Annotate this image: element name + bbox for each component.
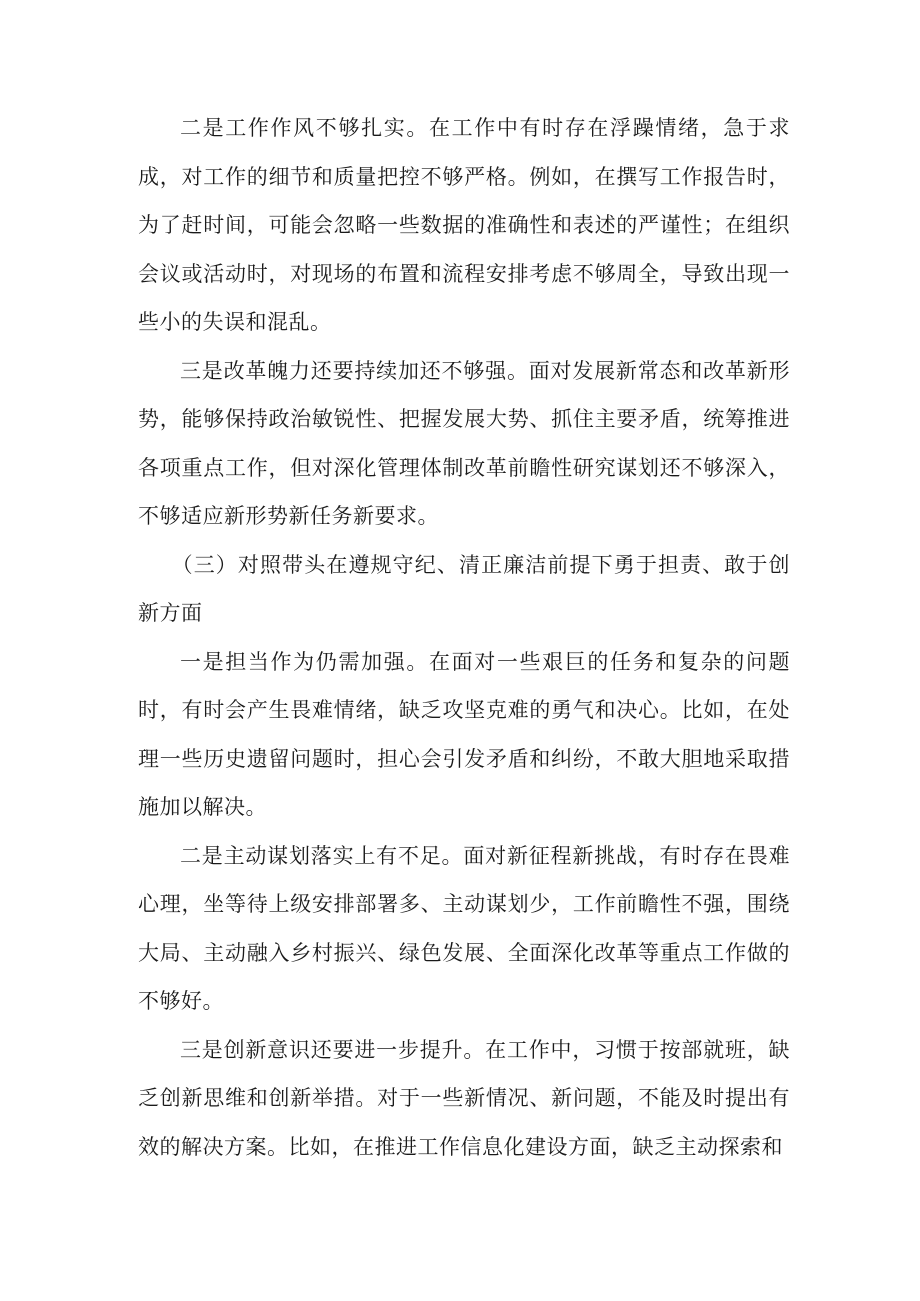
- paragraph-work-style: 二是工作作风不够扎实。在工作中有时存在浮躁情绪，急于求成，对工作的细节和质量把控不够严格。例如，在撰写工作报告时，为了赶时间，可能会忽略一些数据的准确性和表述的严谨性；在组织会议或活动时，对现场的布置和流程安排考虑不够周全，导致出现一些小的失误和混乱。: [138, 116, 790, 334]
- paragraph-planning: 二是主动谋划落实上有不足。面对新征程新挑战，有时存在畏难心理，坐等待上级安排部署多、主动谋划少，工作前瞻性不强，围绕大局、主动融入乡村振兴、绿色发展、全面深化改革等重点工作做的不够好。: [138, 843, 790, 1013]
- paragraph-innovation: 三是创新意识还要进一步提升。在工作中，习惯于按部就班，缺乏创新思维和创新举措。对于一些新情况、新问题，不能及时提出有效的解决方案。比如，在推进工作信息化建设方面，缺乏主动探索和: [138, 1037, 790, 1159]
- paragraph-reform-courage: 三是改革魄力还要持续加还不够强。面对发展新常态和改革新形势，能够保持政治敏锐性、把握发展大势、抓住主要矛盾，统筹推进各项重点工作，但对深化管理体制改革前瞻性研究谋划还不够深入，不够适应新形势新任务新要求。: [138, 358, 790, 528]
- paragraph-responsibility: 一是担当作为仍需加强。在面对一些艰巨的任务和复杂的问题时，有时会产生畏难情绪，缺乏攻坚克难的勇气和决心。比如，在处理一些历史遗留问题时，担心会引发矛盾和纠纷，不敢大胆地采取措施加以解决。: [138, 649, 790, 819]
- document-body: [138, 104, 790, 1171]
- section-heading-three: （三）对照带头在遵规守纪、清正廉洁前提下勇于担责、敢于创新方面: [138, 552, 790, 625]
